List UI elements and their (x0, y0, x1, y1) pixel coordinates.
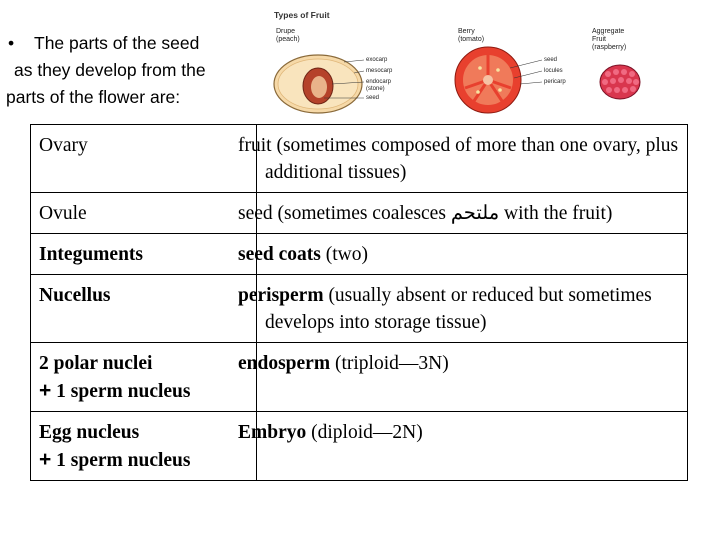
seed-part-term: seed coats (238, 244, 321, 265)
flower-part-line-1: Egg nucleus (39, 422, 140, 443)
seed-part-detail: (usually absent or reduced but sometimes develops into storage tissue) (265, 285, 652, 333)
flower-part-cell: Integuments (31, 234, 257, 275)
intro-line-1 (6, 30, 246, 57)
table-row (31, 193, 688, 234)
flower-to-seed-table (30, 124, 688, 481)
flower-part-cell (31, 412, 257, 481)
berry-name: Berry (458, 28, 475, 35)
drupe-name: Drupe (276, 28, 296, 35)
seed-part-detail: (diploid—2N) (306, 422, 423, 443)
seed-part-term: fruit (238, 135, 272, 156)
seed-part-term: seed (238, 203, 273, 224)
seed-part-cell (238, 412, 688, 481)
seed-part-cell (238, 275, 688, 343)
seed-part-detail: (two) (320, 244, 368, 265)
peach-illustration (274, 55, 364, 113)
drupe-part-exocarp: exocarp (366, 57, 388, 63)
fruit-types-figure (258, 8, 658, 120)
flower-part-line-2 (39, 446, 248, 474)
raspberry-illustration (600, 65, 640, 99)
drupe-part-stone: (stone) (366, 86, 385, 92)
table-row (31, 343, 688, 412)
seed-part-detail: (sometimes coalesces ملتحم with the fruit) (272, 203, 613, 224)
intro-line-1-text: The parts of the seed (34, 33, 200, 53)
intro-line-2: as they develop from the (14, 60, 206, 80)
table-row (31, 234, 688, 275)
table-row (31, 125, 688, 193)
table-row (31, 412, 688, 481)
seed-part-cell (238, 234, 688, 275)
drupe-part-mesocarp: mesocarp (366, 68, 393, 74)
plus-icon: + (39, 448, 52, 471)
flower-part-line-2-text: 1 sperm nucleus (51, 381, 191, 402)
tomato-illustration (455, 47, 542, 113)
aggregate-example: (raspberry) (592, 44, 627, 51)
drupe-example: (peach) (276, 36, 300, 43)
seed-part-cell (238, 343, 688, 412)
seed-part-cell (238, 125, 688, 193)
flower-part-cell: Nucellus (31, 275, 257, 343)
fruit-illustrations (258, 8, 658, 120)
intro-text (6, 30, 246, 111)
seed-part-detail: (sometimes composed of more than one ovary, plus additional tissues) (265, 135, 679, 183)
flower-part-line-2-text: 1 sperm nucleus (51, 450, 191, 471)
seed-part-term: endosperm (238, 353, 331, 374)
seed-part-term: perisperm (238, 285, 324, 306)
aggregate-name-2: Fruit (592, 36, 606, 43)
berry-part-pericarp: pericarp (544, 79, 566, 85)
flower-part-cell: Ovule (31, 193, 257, 234)
seed-part-term: Embryo (238, 422, 307, 443)
flower-part-cell: Ovary (31, 125, 257, 193)
berry-part-seed: seed (544, 57, 558, 63)
drupe-part-endocarp: endocarp (366, 79, 392, 85)
seed-part-detail: (triploid—3N) (330, 353, 449, 374)
plus-icon: + (39, 379, 52, 402)
flower-part-cell (31, 343, 257, 412)
intro-line-3: parts of the flower are: (6, 87, 181, 107)
berry-part-locules: locules (544, 68, 563, 74)
figure-title: Types of Fruit (274, 10, 330, 20)
flower-part-line-1: 2 polar nuclei (39, 353, 153, 374)
berry-example: (tomato) (458, 36, 485, 43)
drupe-part-seed: seed (366, 95, 380, 101)
bullet-icon: • (8, 33, 15, 53)
seed-part-cell (238, 193, 688, 234)
flower-part-line-2 (39, 377, 248, 405)
table-row (31, 275, 688, 343)
aggregate-name: Aggregate (592, 28, 625, 35)
